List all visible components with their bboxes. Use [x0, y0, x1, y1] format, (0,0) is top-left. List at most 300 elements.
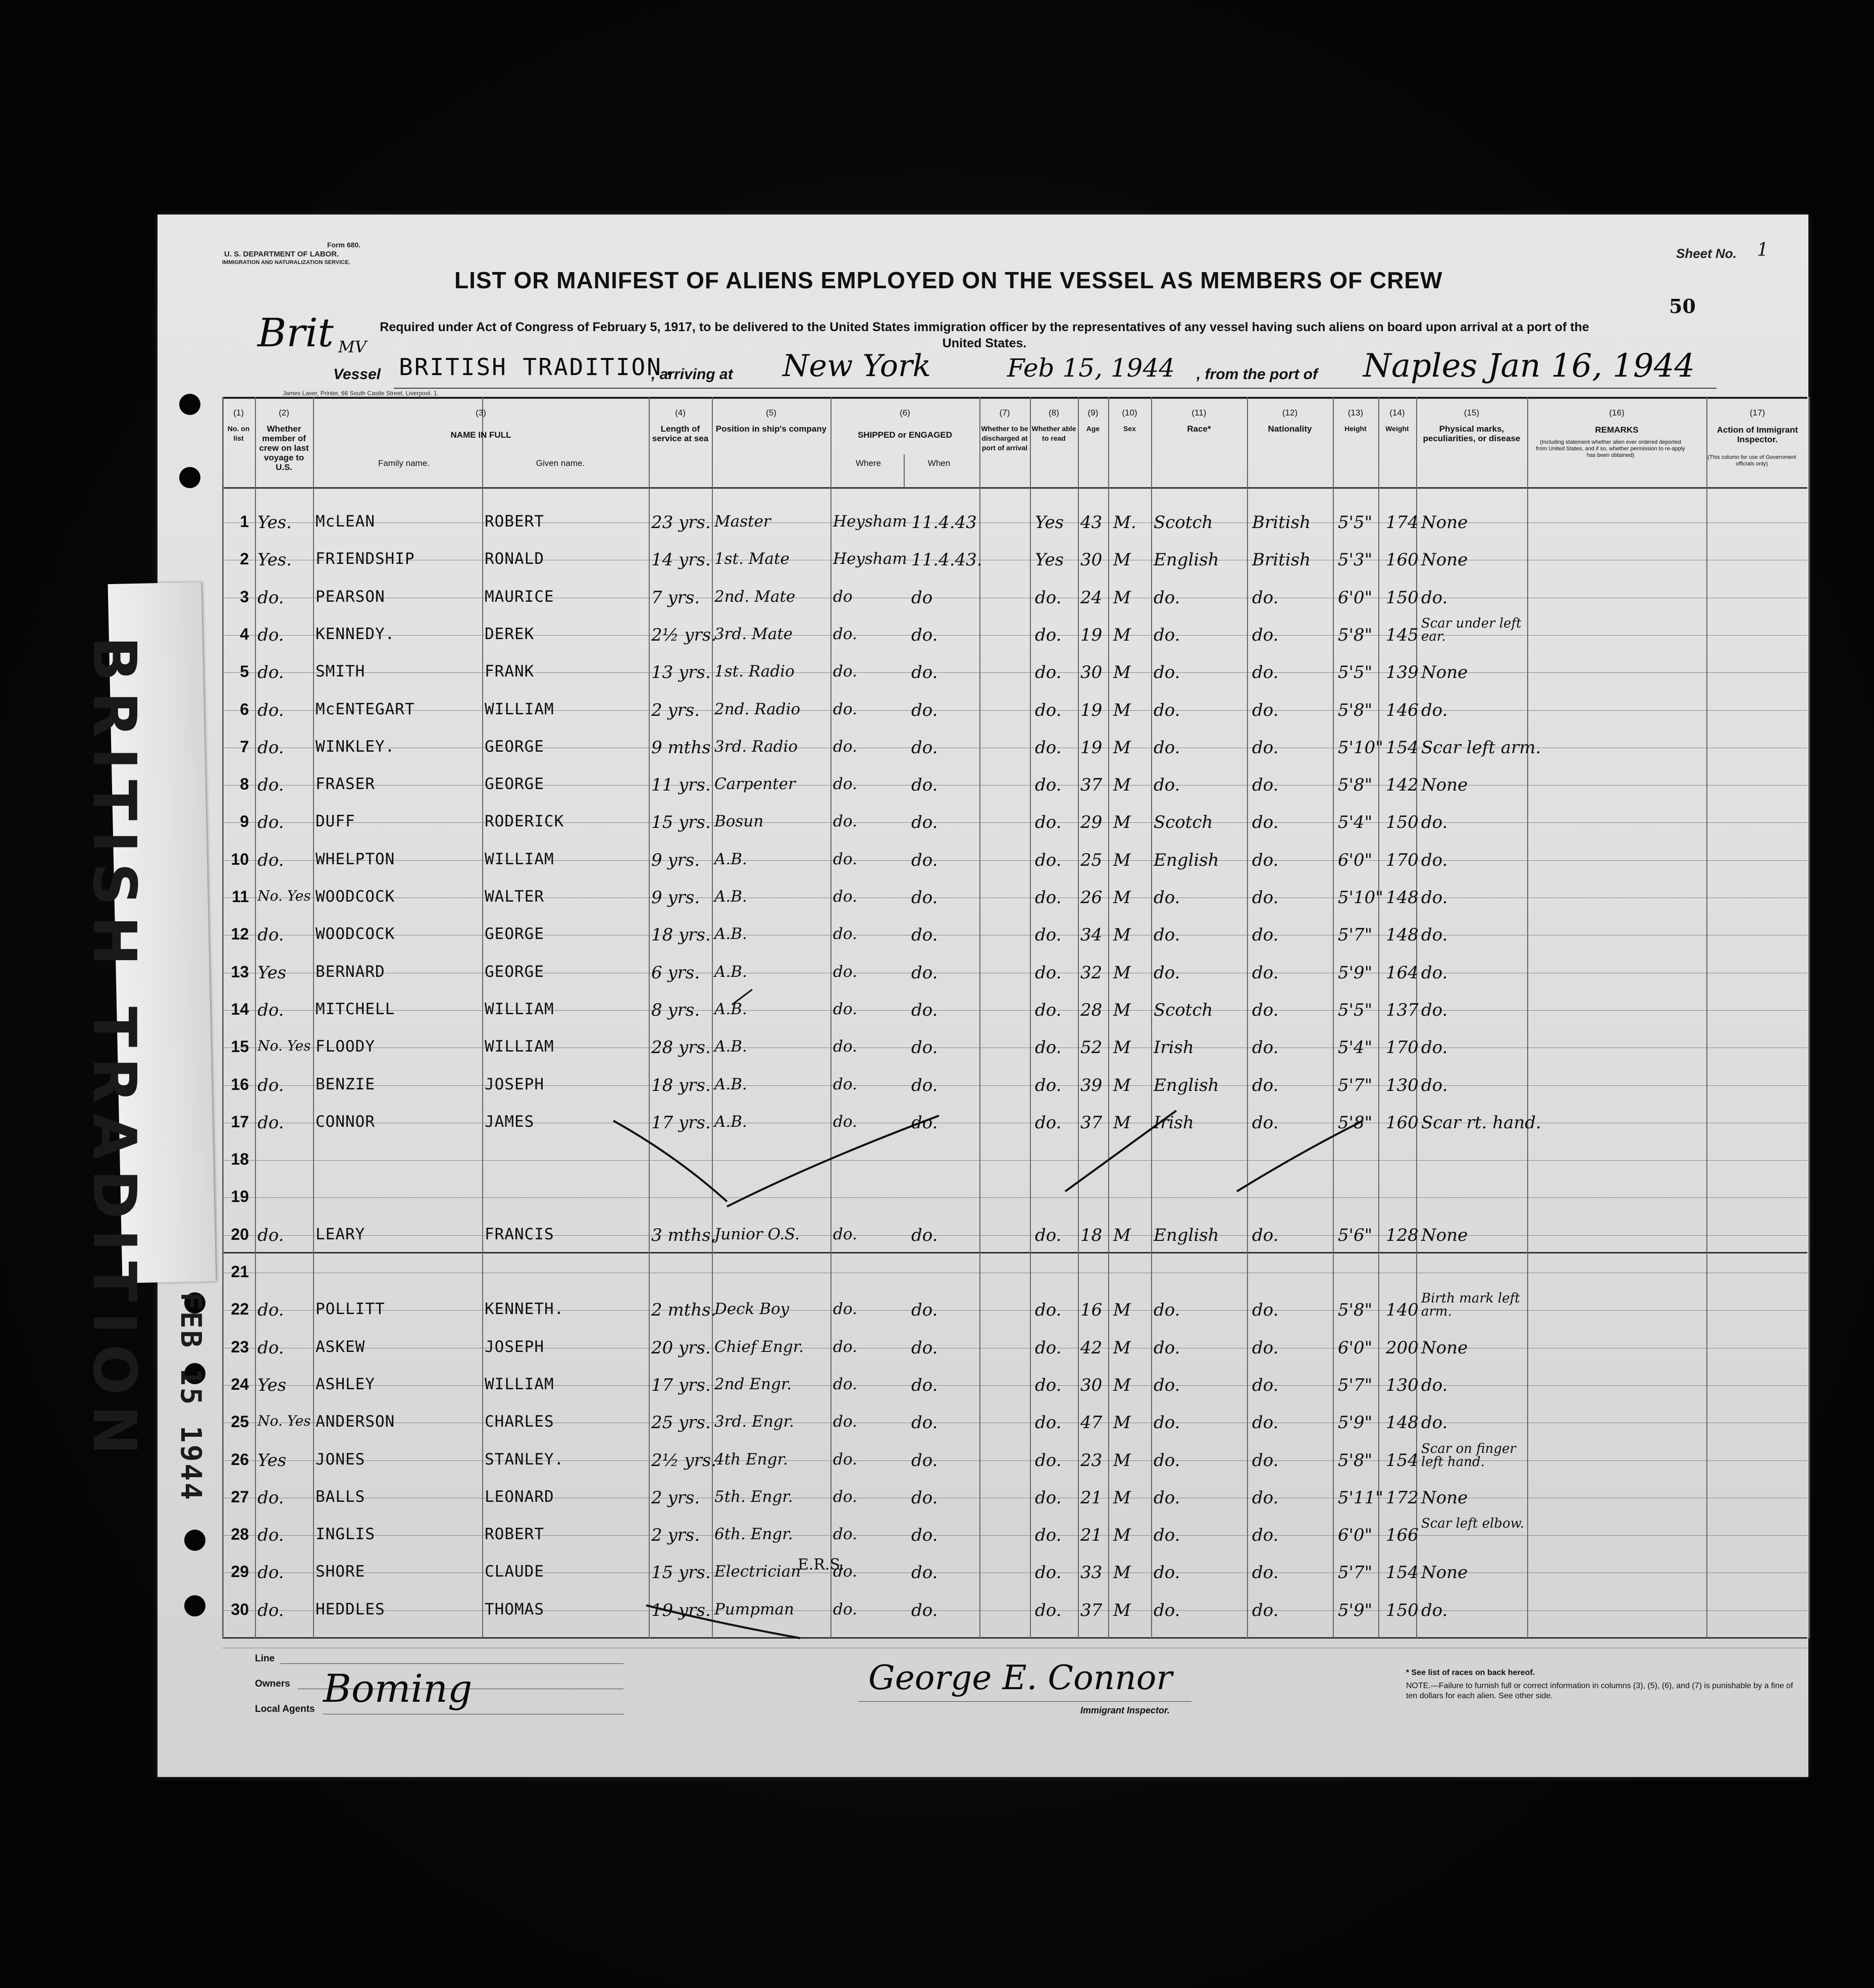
cell-nationality: do. — [1252, 1000, 1279, 1020]
cell-position: 3rd. Engr. — [714, 1412, 794, 1431]
column-header: Whether able to read — [1031, 425, 1076, 442]
cell-where: Heysham — [833, 512, 907, 531]
cell-marks: Scar left arm. — [1421, 738, 1541, 758]
when-header: When — [927, 458, 951, 468]
cell-where: do. — [833, 963, 857, 981]
cell-service: 9 mths — [651, 738, 711, 758]
cell-family: JONES — [316, 1450, 366, 1469]
cell-family: INGLIS — [316, 1525, 375, 1543]
cell-nationality: do. — [1252, 963, 1279, 983]
cell-marks: Scar under left ear. — [1421, 616, 1522, 644]
cell-height: 6'0" — [1338, 1338, 1373, 1358]
local-agents-signature: Boming — [323, 1666, 473, 1711]
cell-service: 8 yrs. — [651, 1000, 700, 1020]
cell-last: do. — [257, 1488, 284, 1508]
cell-weight: 148 — [1386, 887, 1419, 908]
cell-height: 5'7" — [1338, 1562, 1373, 1583]
cell-read: do. — [1035, 812, 1062, 832]
cell-where: do. — [833, 1450, 857, 1469]
service-name: IMMIGRATION AND NATURALIZATION SERVICE. — [222, 259, 350, 266]
cell-age: 26 — [1080, 887, 1103, 908]
penalty-note: NOTE.—Failure to furnish full or correct information in columns (3), (5), (6), and (7) is punishable by a fine of ten dollars for each alien. See other side. — [1406, 1682, 1793, 1700]
cell-read: do. — [1035, 1300, 1062, 1320]
cell-when: do. — [911, 1488, 938, 1508]
cell-family: FRASER — [316, 775, 375, 793]
cell-service: 14 yrs. — [651, 550, 711, 570]
cell-race: do. — [1154, 775, 1180, 795]
cell-service: 2 yrs. — [651, 700, 700, 720]
cell-given: RONALD — [485, 550, 544, 568]
cell-race: English — [1154, 1075, 1219, 1095]
cell-sex: M — [1113, 1113, 1131, 1133]
cell-last: do. — [257, 738, 284, 758]
cell-sex: M — [1113, 588, 1131, 608]
column-number: (9) — [1087, 408, 1099, 417]
cell-family: MITCHELL — [316, 1000, 395, 1018]
cell-family: FRIENDSHIP — [316, 550, 415, 568]
cell-service: 9 yrs. — [651, 850, 700, 870]
cell-age: 29 — [1080, 812, 1103, 832]
cell-weight: 150 — [1386, 1600, 1419, 1620]
cell-marks: do. — [1421, 1600, 1448, 1620]
cell-race: do. — [1154, 738, 1180, 758]
cell-sex: M — [1113, 1000, 1131, 1020]
column-header: Whether to be discharged at port of arrival — [981, 425, 1028, 452]
cell-read: do. — [1035, 738, 1062, 758]
cell-race: do. — [1154, 1338, 1180, 1358]
cell-race: Scotch — [1154, 1000, 1213, 1020]
column-number: (1) — [233, 408, 244, 417]
cell-no: 15 — [231, 1037, 249, 1056]
cell-height: 5'7" — [1338, 925, 1373, 945]
cell-position: A.B. — [714, 1037, 747, 1056]
cell-race: do. — [1154, 1375, 1180, 1395]
cell-where: do. — [833, 1113, 857, 1131]
cell-age: 19 — [1080, 700, 1103, 720]
cell-age: 18 — [1080, 1225, 1103, 1245]
cell-service: 3 mths. — [651, 1225, 716, 1245]
cell-race: do. — [1154, 700, 1180, 720]
inspector-underline — [858, 1701, 1191, 1702]
cell-marks: Birth mark left arm. — [1421, 1291, 1520, 1319]
cell-when: do — [911, 588, 933, 608]
cell-no: 27 — [231, 1488, 249, 1506]
cell-when: do. — [911, 738, 938, 758]
cell-family: McLEAN — [316, 512, 375, 531]
cell-race: do. — [1154, 1562, 1180, 1583]
cell-marks: Scar on finger left hand. — [1421, 1441, 1516, 1470]
cell-height: 5'5" — [1338, 1000, 1373, 1020]
cell-no: 2 — [240, 550, 249, 568]
cell-age: 23 — [1080, 1450, 1103, 1471]
cell-marks: do. — [1421, 925, 1448, 945]
cell-last: do. — [257, 588, 284, 608]
cell-read: do. — [1035, 887, 1062, 908]
cell-service: 18 yrs. — [651, 1075, 711, 1095]
cell-marks: do. — [1421, 1375, 1448, 1395]
cell-height: 5'5" — [1338, 662, 1373, 683]
cell-when: do. — [911, 963, 938, 983]
given-name-header: Given name. — [536, 458, 585, 468]
column-number: (4) — [675, 408, 686, 417]
cell-sex: M — [1113, 1450, 1131, 1471]
arriving-label: , arriving at — [651, 366, 733, 383]
cell-sex: M — [1113, 775, 1131, 795]
cell-given: CLAUDE — [485, 1562, 544, 1581]
cell-read: do. — [1035, 963, 1062, 983]
cell-where: do. — [833, 1525, 857, 1543]
cell-read: do. — [1035, 1037, 1062, 1058]
cell-no: 20 — [231, 1225, 249, 1243]
cell-where: do. — [833, 1600, 857, 1618]
sheet-number: 1 — [1757, 240, 1768, 260]
inspector-label: Immigrant Inspector. — [1080, 1705, 1170, 1715]
cell-weight: 130 — [1386, 1075, 1419, 1095]
cell-where: do. — [833, 1225, 857, 1243]
cell-family: WINKLEY. — [316, 738, 395, 756]
vessel-annotation: Brit — [257, 310, 334, 356]
cell-sex: M — [1113, 1375, 1131, 1395]
cell-given: ROBERT — [485, 1525, 544, 1543]
cell-no: 23 — [231, 1338, 249, 1356]
cell-marks: do. — [1421, 700, 1448, 720]
cell-nationality: do. — [1252, 812, 1279, 832]
cell-when: do. — [911, 1525, 938, 1545]
cell-weight: 170 — [1386, 850, 1419, 870]
cell-nationality: do. — [1252, 887, 1279, 908]
cell-no: 1 — [240, 512, 249, 531]
column-header: Physical marks, peculiarities, or disease — [1423, 424, 1521, 443]
cell-nationality: do. — [1252, 700, 1279, 720]
cell-family: FLOODY — [316, 1037, 375, 1056]
cell-last: Yes — [257, 1375, 287, 1395]
cell-where: do. — [833, 1000, 857, 1018]
cell-position: Master — [714, 512, 771, 531]
cell-position: A.B. — [714, 887, 747, 906]
cell-where: do. — [833, 738, 857, 756]
cell-nationality: do. — [1252, 1037, 1279, 1058]
inspector-signature: George E. Connor — [868, 1658, 1173, 1697]
cell-last: Yes. — [257, 550, 292, 570]
cell-last: do. — [257, 700, 284, 720]
cell-family: BALLS — [316, 1488, 366, 1506]
cell-position: 1st. Radio — [714, 662, 795, 681]
cell-read: do. — [1035, 1113, 1062, 1133]
cell-when: do. — [911, 1600, 938, 1620]
column-header: Nationality — [1268, 424, 1312, 434]
cell-given: WILLIAM — [485, 1375, 554, 1393]
cell-race: do. — [1154, 887, 1180, 908]
cell-height: 5'4" — [1338, 812, 1373, 832]
cell-race: Irish — [1154, 1113, 1194, 1133]
cell-given: WILLIAM — [485, 700, 554, 718]
cell-where: do. — [833, 625, 857, 643]
cell-marks: do. — [1421, 963, 1448, 983]
cell-nationality: do. — [1252, 775, 1279, 795]
cell-last: do. — [257, 1225, 284, 1245]
column-number: (2) — [279, 408, 289, 417]
printer-credit: James Laver, Printer, 66 South Castle Street, Liverpool. 1. — [283, 390, 439, 397]
cell-service: 18 yrs. — [651, 925, 711, 945]
cell-read: do. — [1035, 1338, 1062, 1358]
owners-label: Owners — [255, 1679, 290, 1689]
local-agents-label: Local Agents — [255, 1704, 315, 1714]
cell-race: English — [1154, 550, 1219, 570]
cell-race: Scotch — [1154, 812, 1213, 832]
cell-weight: 140 — [1386, 1300, 1419, 1320]
cell-height: 5'8" — [1338, 1113, 1373, 1133]
cell-position: A.B. — [714, 1075, 747, 1093]
cell-nationality: do. — [1252, 1113, 1279, 1133]
cell-sex: M — [1113, 850, 1131, 870]
cell-last: do. — [257, 775, 284, 795]
cell-position: 2nd Engr. — [714, 1375, 792, 1393]
vessel-prefix: MV — [338, 337, 367, 356]
cell-family: SHORE — [316, 1562, 366, 1581]
cell-position: A.B. — [714, 925, 747, 943]
cell-where: do. — [833, 1488, 857, 1506]
cell-where: do — [833, 588, 853, 606]
cell-service: 25 yrs. — [651, 1412, 711, 1433]
cell-family: BENZIE — [316, 1075, 375, 1093]
cell-marks: do. — [1421, 812, 1448, 832]
cell-given: LEONARD — [485, 1488, 554, 1506]
cell-position: 2nd. Mate — [714, 588, 796, 606]
cell-no: 7 — [240, 738, 249, 756]
cell-age: 37 — [1080, 1113, 1103, 1133]
cell-sex: M — [1113, 738, 1131, 758]
cell-marks: do. — [1421, 887, 1448, 908]
cell-weight: 154 — [1386, 738, 1419, 758]
cell-nationality: do. — [1252, 1600, 1279, 1620]
cell-read: do. — [1035, 588, 1062, 608]
cell-when: do. — [911, 1375, 938, 1395]
cell-last: do. — [257, 1075, 284, 1095]
cell-given: CHARLES — [485, 1412, 554, 1431]
column-number: (8) — [1049, 408, 1059, 417]
cell-marks: Scar left elbow. — [1421, 1516, 1525, 1531]
cell-where: do. — [833, 1375, 857, 1393]
cell-age: 47 — [1080, 1412, 1103, 1433]
column-number: (14) — [1389, 408, 1405, 417]
cell-given: KENNETH. — [485, 1300, 564, 1318]
cell-service: 2 yrs. — [651, 1525, 700, 1545]
cell-sex: M — [1113, 625, 1131, 645]
cell-last: Yes — [257, 1450, 287, 1471]
cell-position: Bosun — [714, 812, 764, 830]
cell-height: 5'7" — [1338, 1075, 1373, 1095]
cell-last: do. — [257, 1562, 284, 1583]
cell-no: 22 — [231, 1300, 249, 1318]
column-number: (10) — [1122, 408, 1137, 417]
cell-when: do. — [911, 887, 938, 908]
cell-no: 6 — [240, 700, 249, 718]
cell-given: JOSEPH — [485, 1338, 544, 1356]
cell-weight: 148 — [1386, 925, 1419, 945]
cell-family: BERNARD — [316, 963, 385, 981]
cell-when: do. — [911, 1113, 938, 1133]
cell-family: ANDERSON — [316, 1412, 395, 1431]
cell-race: English — [1154, 1225, 1219, 1245]
cell-where: do. — [833, 1300, 857, 1318]
cell-height: 5'10" — [1338, 738, 1383, 758]
column-number: (17) — [1749, 408, 1765, 417]
races-note: * See list of races on back hereof. — [1406, 1668, 1535, 1677]
cell-last: do. — [257, 625, 284, 645]
cell-sex: M — [1113, 700, 1131, 720]
cell-last: Yes — [257, 963, 287, 983]
cell-marks: None — [1421, 1488, 1468, 1508]
cell-race: do. — [1154, 1300, 1180, 1320]
cell-given: GEORGE — [485, 963, 544, 981]
cell-nationality: do. — [1252, 850, 1279, 870]
cell-sex: M — [1113, 1338, 1131, 1358]
cell-age: 21 — [1080, 1488, 1103, 1508]
cell-where: do. — [833, 775, 857, 793]
cell-when: do. — [911, 1075, 938, 1095]
cell-age: 28 — [1080, 1000, 1103, 1020]
form-number: Form 680. — [327, 241, 361, 249]
column-header: REMARKS — [1595, 425, 1639, 435]
cell-last: No. Yes — [257, 1037, 311, 1054]
cell-nationality: do. — [1252, 1412, 1279, 1433]
side-strip-vessel-name: BRITISH TRADITION — [80, 636, 149, 1465]
cell-sex: M — [1113, 963, 1131, 983]
cell-weight: 160 — [1386, 550, 1419, 570]
cell-race: do. — [1154, 1488, 1180, 1508]
cell-where: do. — [833, 662, 857, 681]
column-header: Weight — [1385, 425, 1409, 433]
cell-marks: do. — [1421, 1037, 1448, 1058]
cell-family: PEARSON — [316, 588, 385, 606]
cell-marks: do. — [1421, 1412, 1448, 1433]
column-header: Action of Immigrant Inspector. — [1716, 425, 1798, 444]
date-stamp: FEB 15 1944 — [174, 1292, 207, 1502]
family-name-header: Family name. — [378, 458, 430, 468]
cell-weight: 172 — [1386, 1488, 1419, 1508]
cell-position: Carpenter — [714, 775, 796, 793]
column-number: (6) — [900, 408, 910, 417]
cell-no: 13 — [231, 963, 249, 981]
cell-age: 33 — [1080, 1562, 1103, 1583]
cell-read: do. — [1035, 1450, 1062, 1471]
cell-weight: 174 — [1386, 512, 1419, 533]
cell-given: WILLIAM — [485, 1000, 554, 1018]
cell-read: do. — [1035, 1375, 1062, 1395]
cell-last: do. — [257, 1338, 284, 1358]
column-number: (11) — [1191, 408, 1207, 417]
cell-family: WOODCOCK — [316, 887, 395, 906]
cell-read: do. — [1035, 1225, 1062, 1245]
cell-no: 30 — [231, 1600, 249, 1618]
cell-height: 6'0" — [1338, 1525, 1373, 1545]
cell-age: 25 — [1080, 850, 1103, 870]
cell-read: do. — [1035, 1488, 1062, 1508]
cell-nationality: do. — [1252, 1562, 1279, 1583]
cell-read: Yes — [1035, 550, 1064, 570]
cell-family: CONNOR — [316, 1113, 375, 1131]
cell-position: Pumpman — [714, 1600, 794, 1618]
cell-where: Heysham — [833, 550, 907, 568]
remarks-note: (Including statement whether alien ever ordered deported from United States, and if so, whether permission to re-apply has been obtained) — [1536, 439, 1685, 458]
cell-service: 19 yrs. — [651, 1600, 711, 1620]
cell-given: ROBERT — [485, 512, 544, 531]
cell-weight: 146 — [1386, 700, 1419, 720]
cell-marks: Scar rt. hand. — [1421, 1113, 1541, 1133]
cell-last: do. — [257, 1525, 284, 1545]
cell-weight: 200 — [1386, 1338, 1419, 1358]
line-underline — [280, 1663, 623, 1664]
line-label: Line — [255, 1653, 275, 1664]
cell-marks: None — [1421, 1225, 1468, 1245]
cell-family: ASHLEY — [316, 1375, 375, 1393]
cell-no: 25 — [231, 1412, 249, 1431]
cell-age: 37 — [1080, 1600, 1103, 1620]
cell-nationality: British — [1252, 550, 1311, 570]
cell-sex: M — [1113, 1225, 1131, 1245]
cell-weight: 166 — [1386, 1525, 1419, 1545]
cell-service: 13 yrs. — [651, 662, 711, 683]
cell-read: do. — [1035, 775, 1062, 795]
cell-service: 6 yrs. — [651, 963, 700, 983]
cell-race: do. — [1154, 1450, 1180, 1471]
cell-sex: M — [1113, 550, 1131, 570]
cell-read: do. — [1035, 1525, 1062, 1545]
cell-nationality: do. — [1252, 625, 1279, 645]
cell-position: A.B. — [714, 1000, 747, 1018]
cell-no: 26 — [231, 1450, 249, 1469]
cell-height: 5'8" — [1338, 625, 1373, 645]
vessel-label: Vessel — [333, 366, 381, 383]
cell-when: do. — [911, 850, 938, 870]
cell-race: Irish — [1154, 1037, 1194, 1058]
cell-family: WOODCOCK — [316, 925, 395, 943]
cell-when: do. — [911, 1000, 938, 1020]
cell-age: 30 — [1080, 1375, 1103, 1395]
cell-no: 16 — [231, 1075, 249, 1093]
cell-weight: 154 — [1386, 1562, 1419, 1583]
cell-when: do. — [911, 1562, 938, 1583]
arrival-date: Feb 15, 1944 — [1007, 353, 1175, 383]
cell-age: 19 — [1080, 738, 1103, 758]
column-header: Whether member of crew on last voyage to U.S. — [259, 424, 309, 472]
cell-sex: M — [1113, 1488, 1131, 1508]
cell-marks: do. — [1421, 1000, 1448, 1020]
cell-weight: 148 — [1386, 1412, 1419, 1433]
column-number: (13) — [1347, 408, 1364, 417]
cell-weight: 154 — [1386, 1450, 1419, 1471]
cell-when: do. — [911, 1450, 938, 1471]
cell-service: 11 yrs. — [651, 775, 711, 795]
cell-read: do. — [1035, 1412, 1062, 1433]
cell-nationality: do. — [1252, 1450, 1279, 1471]
cell-age: 37 — [1080, 775, 1103, 795]
cell-marks: None — [1421, 662, 1468, 683]
cell-no: 10 — [231, 850, 249, 868]
cell-height: 5'9" — [1338, 963, 1373, 983]
cell-race: do. — [1154, 588, 1180, 608]
cell-age: 21 — [1080, 1525, 1103, 1545]
cell-last: do. — [257, 850, 284, 870]
cell-where: do. — [833, 887, 857, 906]
cell-when: do. — [911, 1225, 938, 1245]
cell-position: Chief Engr. — [714, 1338, 804, 1356]
cell-height: 5'3" — [1338, 550, 1373, 570]
cell-nationality: do. — [1252, 1075, 1279, 1095]
cell-age: 43 — [1080, 512, 1103, 533]
cell-sex: M — [1113, 812, 1131, 832]
cell-weight: 150 — [1386, 812, 1419, 832]
